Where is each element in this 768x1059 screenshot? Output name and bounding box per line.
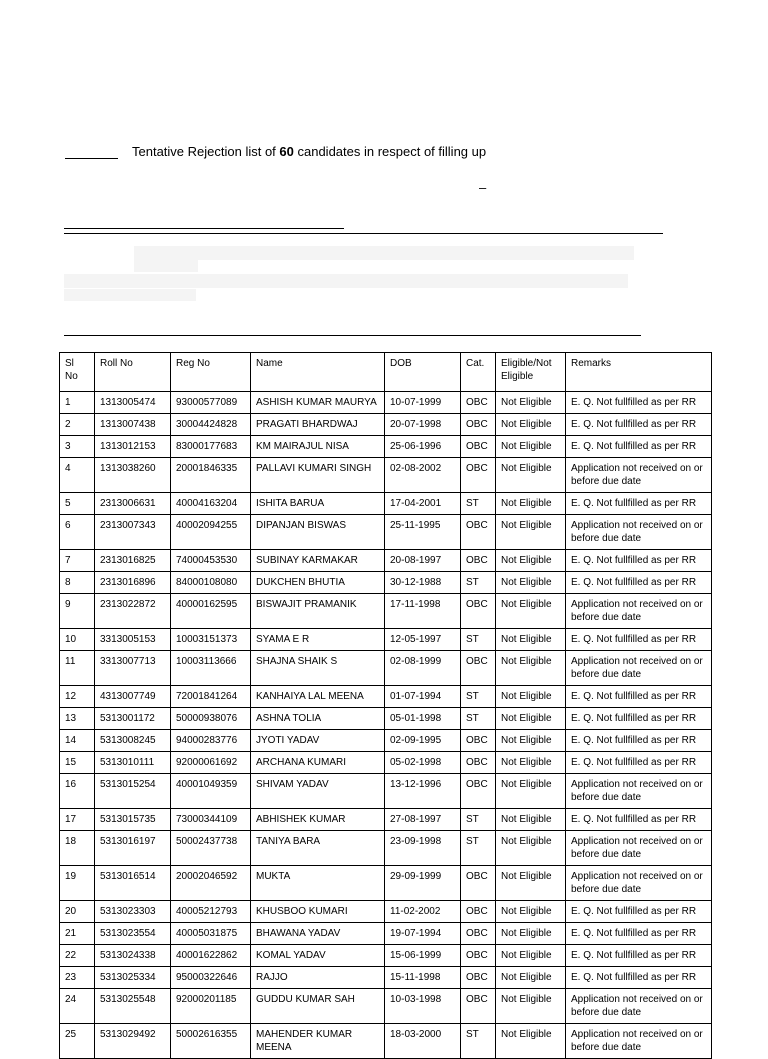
cell-remarks: Application not received on or before due date	[566, 989, 712, 1024]
cell-reg-no: 50002437738	[171, 831, 251, 866]
cell-sl-no: 24	[60, 989, 95, 1024]
cell-remarks: Application not received on or before due date	[566, 515, 712, 550]
cell-sl-no: 10	[60, 629, 95, 651]
cell-dob: 30-12-1988	[385, 572, 461, 594]
table-row	[60, 752, 712, 774]
table-row	[60, 809, 712, 831]
heading-dash: –	[479, 180, 487, 195]
rule-above-table	[64, 335, 641, 336]
cell-eligibility: Not Eligible	[496, 866, 566, 901]
cell-dob: 25-11-1995	[385, 515, 461, 550]
cell-remarks: Application not received on or before due date	[566, 651, 712, 686]
cell-name: ISHITA BARUA	[251, 493, 385, 515]
cell-category: OBC	[461, 989, 496, 1024]
cell-dob: 13-12-1996	[385, 774, 461, 809]
cell-reg-no: 93000577089	[171, 392, 251, 414]
cell-name: SYAMA E R	[251, 629, 385, 651]
cell-eligibility: Not Eligible	[496, 414, 566, 436]
cell-eligibility: Not Eligible	[496, 708, 566, 730]
cell-eligibility: Not Eligible	[496, 989, 566, 1024]
table-row	[60, 458, 712, 493]
table-row	[60, 923, 712, 945]
cell-roll-no: 2313016825	[95, 550, 171, 572]
cell-sl-no: 14	[60, 730, 95, 752]
cell-name: ASHNA TOLIA	[251, 708, 385, 730]
cell-roll-no: 4313007749	[95, 686, 171, 708]
cell-remarks: Application not received on or before due date	[566, 458, 712, 493]
cell-category: OBC	[461, 594, 496, 629]
cell-roll-no: 1313005474	[95, 392, 171, 414]
cell-category: ST	[461, 1024, 496, 1059]
cell-roll-no: 2313007343	[95, 515, 171, 550]
table-row	[60, 686, 712, 708]
table-row	[60, 493, 712, 515]
cell-category: OBC	[461, 392, 496, 414]
cell-roll-no: 5313025334	[95, 967, 171, 989]
cell-dob: 23-09-1998	[385, 831, 461, 866]
cell-remarks: Application not received on or before due date	[566, 831, 712, 866]
cell-sl-no: 3	[60, 436, 95, 458]
cell-reg-no: 10003151373	[171, 629, 251, 651]
cell-reg-no: 40000162595	[171, 594, 251, 629]
table-header-row	[60, 353, 712, 392]
cell-reg-no: 40001049359	[171, 774, 251, 809]
header-name: Name	[251, 353, 385, 392]
table-row	[60, 831, 712, 866]
cell-reg-no: 95000322646	[171, 967, 251, 989]
cell-roll-no: 3313007713	[95, 651, 171, 686]
cell-eligibility: Not Eligible	[496, 686, 566, 708]
cell-reg-no: 40005031875	[171, 923, 251, 945]
cell-name: DUKCHEN BHUTIA	[251, 572, 385, 594]
cell-remarks: E. Q. Not fullfilled as per RR	[566, 730, 712, 752]
cell-dob: 27-08-1997	[385, 809, 461, 831]
cell-eligibility: Not Eligible	[496, 629, 566, 651]
header-remarks: Remarks	[566, 353, 712, 392]
table-row	[60, 1024, 712, 1059]
cell-sl-no: 7	[60, 550, 95, 572]
cell-sl-no: 18	[60, 831, 95, 866]
cell-dob: 29-09-1999	[385, 866, 461, 901]
cell-category: ST	[461, 686, 496, 708]
cell-remarks: E. Q. Not fullfilled as per RR	[566, 550, 712, 572]
cell-reg-no: 40004163204	[171, 493, 251, 515]
cell-roll-no: 5313015254	[95, 774, 171, 809]
cell-reg-no: 74000453530	[171, 550, 251, 572]
cell-sl-no: 21	[60, 923, 95, 945]
cell-sl-no: 2	[60, 414, 95, 436]
cell-remarks: E. Q. Not fullfilled as per RR	[566, 945, 712, 967]
table-body	[60, 392, 712, 1059]
cell-reg-no: 40002094255	[171, 515, 251, 550]
cell-sl-no: 22	[60, 945, 95, 967]
cell-name: SUBINAY KARMAKAR	[251, 550, 385, 572]
cell-name: MUKTA	[251, 866, 385, 901]
faded-text-block	[64, 274, 628, 288]
cell-reg-no: 73000344109	[171, 809, 251, 831]
rule-long	[64, 233, 663, 234]
table-row	[60, 629, 712, 651]
rule-short	[64, 228, 344, 229]
cell-eligibility: Not Eligible	[496, 923, 566, 945]
cell-reg-no: 40001622862	[171, 945, 251, 967]
cell-name: SHIVAM YADAV	[251, 774, 385, 809]
table-row	[60, 774, 712, 809]
cell-reg-no: 72001841264	[171, 686, 251, 708]
cell-sl-no: 13	[60, 708, 95, 730]
cell-name: ABHISHEK KUMAR	[251, 809, 385, 831]
cell-remarks: Application not received on or before due date	[566, 594, 712, 629]
header-dob: DOB	[385, 353, 461, 392]
cell-reg-no: 92000201185	[171, 989, 251, 1024]
cell-name: BHAWANA YADAV	[251, 923, 385, 945]
table-row	[60, 967, 712, 989]
cell-remarks: E. Q. Not fullfilled as per RR	[566, 809, 712, 831]
cell-reg-no: 83000177683	[171, 436, 251, 458]
header-category: Cat.	[461, 353, 496, 392]
cell-sl-no: 6	[60, 515, 95, 550]
cell-sl-no: 15	[60, 752, 95, 774]
cell-name: DIPANJAN BISWAS	[251, 515, 385, 550]
cell-category: OBC	[461, 967, 496, 989]
cell-name: MAHENDER KUMAR MEENA	[251, 1024, 385, 1059]
cell-remarks: E. Q. Not fullfilled as per RR	[566, 923, 712, 945]
cell-remarks: E. Q. Not fullfilled as per RR	[566, 686, 712, 708]
cell-roll-no: 2313016896	[95, 572, 171, 594]
cell-eligibility: Not Eligible	[496, 967, 566, 989]
cell-dob: 25-06-1996	[385, 436, 461, 458]
cell-roll-no: 5313010111	[95, 752, 171, 774]
cell-roll-no: 5313001172	[95, 708, 171, 730]
cell-roll-no: 3313005153	[95, 629, 171, 651]
cell-name: KOMAL YADAV	[251, 945, 385, 967]
cell-eligibility: Not Eligible	[496, 730, 566, 752]
cell-eligibility: Not Eligible	[496, 809, 566, 831]
cell-sl-no: 16	[60, 774, 95, 809]
cell-eligibility: Not Eligible	[496, 651, 566, 686]
cell-eligibility: Not Eligible	[496, 550, 566, 572]
cell-roll-no: 2313006631	[95, 493, 171, 515]
cell-eligibility: Not Eligible	[496, 572, 566, 594]
table-row	[60, 594, 712, 629]
cell-dob: 11-02-2002	[385, 901, 461, 923]
cell-remarks: E. Q. Not fullfilled as per RR	[566, 572, 712, 594]
cell-dob: 10-03-1998	[385, 989, 461, 1024]
cell-name: PRAGATI BHARDWAJ	[251, 414, 385, 436]
cell-name: JYOTI YADAV	[251, 730, 385, 752]
cell-remarks: E. Q. Not fullfilled as per RR	[566, 708, 712, 730]
cell-dob: 10-07-1999	[385, 392, 461, 414]
cell-category: OBC	[461, 515, 496, 550]
cell-remarks: E. Q. Not fullfilled as per RR	[566, 414, 712, 436]
cell-category: OBC	[461, 651, 496, 686]
cell-name: PALLAVI KUMARI SINGH	[251, 458, 385, 493]
cell-category: OBC	[461, 550, 496, 572]
cell-name: ASHISH KUMAR MAURYA	[251, 392, 385, 414]
cell-dob: 02-08-1999	[385, 651, 461, 686]
table-row	[60, 392, 712, 414]
cell-dob: 15-11-1998	[385, 967, 461, 989]
cell-dob: 02-09-1995	[385, 730, 461, 752]
cell-remarks: E. Q. Not fullfilled as per RR	[566, 629, 712, 651]
rejection-table	[59, 352, 712, 1059]
cell-roll-no: 5313023554	[95, 923, 171, 945]
cell-dob: 20-07-1998	[385, 414, 461, 436]
cell-sl-no: 17	[60, 809, 95, 831]
cell-sl-no: 20	[60, 901, 95, 923]
cell-category: OBC	[461, 945, 496, 967]
cell-reg-no: 20001846335	[171, 458, 251, 493]
cell-category: OBC	[461, 901, 496, 923]
table-row	[60, 866, 712, 901]
cell-eligibility: Not Eligible	[496, 515, 566, 550]
cell-eligibility: Not Eligible	[496, 752, 566, 774]
cell-dob: 20-08-1997	[385, 550, 461, 572]
cell-roll-no: 5313015735	[95, 809, 171, 831]
cell-sl-no: 4	[60, 458, 95, 493]
faded-text-block	[64, 289, 196, 301]
cell-dob: 02-08-2002	[385, 458, 461, 493]
cell-eligibility: Not Eligible	[496, 594, 566, 629]
cell-dob: 12-05-1997	[385, 629, 461, 651]
cell-remarks: Application not received on or before due date	[566, 774, 712, 809]
cell-name: SHAJNA SHAIK S	[251, 651, 385, 686]
cell-category: ST	[461, 708, 496, 730]
faded-text-block	[134, 260, 198, 272]
cell-category: OBC	[461, 866, 496, 901]
cell-roll-no: 5313025548	[95, 989, 171, 1024]
heading-count: 60	[279, 144, 294, 159]
cell-category: OBC	[461, 923, 496, 945]
header-sl-no: Sl No	[60, 353, 95, 392]
cell-category: OBC	[461, 774, 496, 809]
cell-roll-no: 5313024338	[95, 945, 171, 967]
cell-dob: 18-03-2000	[385, 1024, 461, 1059]
header-reg-no: Reg No	[171, 353, 251, 392]
cell-reg-no: 20002046592	[171, 866, 251, 901]
cell-category: ST	[461, 831, 496, 866]
cell-roll-no: 1313038260	[95, 458, 171, 493]
cell-sl-no: 25	[60, 1024, 95, 1059]
cell-sl-no: 19	[60, 866, 95, 901]
cell-category: OBC	[461, 730, 496, 752]
cell-dob: 17-11-1998	[385, 594, 461, 629]
table-row	[60, 414, 712, 436]
cell-name: RAJJO	[251, 967, 385, 989]
table-row	[60, 901, 712, 923]
table-row	[60, 550, 712, 572]
cell-roll-no: 5313016197	[95, 831, 171, 866]
cell-remarks: E. Q. Not fullfilled as per RR	[566, 392, 712, 414]
cell-name: GUDDU KUMAR SAH	[251, 989, 385, 1024]
cell-sl-no: 5	[60, 493, 95, 515]
table-row	[60, 572, 712, 594]
cell-category: ST	[461, 493, 496, 515]
heading-underline-left	[65, 158, 118, 159]
cell-dob: 19-07-1994	[385, 923, 461, 945]
cell-remarks: E. Q. Not fullfilled as per RR	[566, 967, 712, 989]
cell-eligibility: Not Eligible	[496, 774, 566, 809]
cell-category: OBC	[461, 458, 496, 493]
table-row	[60, 651, 712, 686]
cell-name: ARCHANA KUMARI	[251, 752, 385, 774]
cell-name: KM MAIRAJUL NISA	[251, 436, 385, 458]
table-row	[60, 515, 712, 550]
cell-sl-no: 12	[60, 686, 95, 708]
cell-reg-no: 84000108080	[171, 572, 251, 594]
cell-roll-no: 1313012153	[95, 436, 171, 458]
cell-roll-no: 2313022872	[95, 594, 171, 629]
cell-eligibility: Not Eligible	[496, 392, 566, 414]
cell-sl-no: 23	[60, 967, 95, 989]
table-row	[60, 730, 712, 752]
cell-reg-no: 30004424828	[171, 414, 251, 436]
cell-category: ST	[461, 629, 496, 651]
document-heading	[132, 144, 486, 159]
cell-reg-no: 50000938076	[171, 708, 251, 730]
cell-dob: 05-02-1998	[385, 752, 461, 774]
cell-roll-no: 5313029492	[95, 1024, 171, 1059]
header-roll-no: Roll No	[95, 353, 171, 392]
cell-category: OBC	[461, 414, 496, 436]
faded-text-block	[134, 246, 634, 260]
cell-category: OBC	[461, 752, 496, 774]
cell-reg-no: 10003113666	[171, 651, 251, 686]
heading-prefix: Tentative Rejection list of	[132, 144, 280, 159]
cell-eligibility: Not Eligible	[496, 901, 566, 923]
cell-eligibility: Not Eligible	[496, 831, 566, 866]
cell-category: ST	[461, 809, 496, 831]
cell-name: BISWAJIT PRAMANIK	[251, 594, 385, 629]
cell-category: ST	[461, 572, 496, 594]
cell-eligibility: Not Eligible	[496, 493, 566, 515]
cell-sl-no: 9	[60, 594, 95, 629]
table-row	[60, 945, 712, 967]
cell-dob: 17-04-2001	[385, 493, 461, 515]
table-row	[60, 708, 712, 730]
cell-remarks: E. Q. Not fullfilled as per RR	[566, 436, 712, 458]
cell-name: KANHAIYA LAL MEENA	[251, 686, 385, 708]
cell-reg-no: 94000283776	[171, 730, 251, 752]
cell-name: KHUSBOO KUMARI	[251, 901, 385, 923]
cell-remarks: Application not received on or before due date	[566, 866, 712, 901]
cell-reg-no: 50002616355	[171, 1024, 251, 1059]
header-eligibility: Eligible/Not Eligible	[496, 353, 566, 392]
cell-roll-no: 5313008245	[95, 730, 171, 752]
cell-remarks: E. Q. Not fullfilled as per RR	[566, 752, 712, 774]
table-row	[60, 989, 712, 1024]
cell-reg-no: 92000061692	[171, 752, 251, 774]
cell-eligibility: Not Eligible	[496, 436, 566, 458]
cell-dob: 15-06-1999	[385, 945, 461, 967]
cell-eligibility: Not Eligible	[496, 1024, 566, 1059]
cell-dob: 01-07-1994	[385, 686, 461, 708]
cell-eligibility: Not Eligible	[496, 458, 566, 493]
cell-remarks: E. Q. Not fullfilled as per RR	[566, 901, 712, 923]
heading-suffix: candidates in respect of filling up	[293, 144, 487, 159]
cell-name: TANIYA BARA	[251, 831, 385, 866]
cell-sl-no: 11	[60, 651, 95, 686]
table-row	[60, 436, 712, 458]
cell-roll-no: 5313016514	[95, 866, 171, 901]
cell-remarks: Application not received on or before due date	[566, 1024, 712, 1059]
cell-remarks: E. Q. Not fullfilled as per RR	[566, 493, 712, 515]
cell-category: OBC	[461, 436, 496, 458]
cell-sl-no: 8	[60, 572, 95, 594]
cell-roll-no: 5313023303	[95, 901, 171, 923]
cell-eligibility: Not Eligible	[496, 945, 566, 967]
cell-sl-no: 1	[60, 392, 95, 414]
cell-roll-no: 1313007438	[95, 414, 171, 436]
cell-reg-no: 40005212793	[171, 901, 251, 923]
cell-dob: 05-01-1998	[385, 708, 461, 730]
